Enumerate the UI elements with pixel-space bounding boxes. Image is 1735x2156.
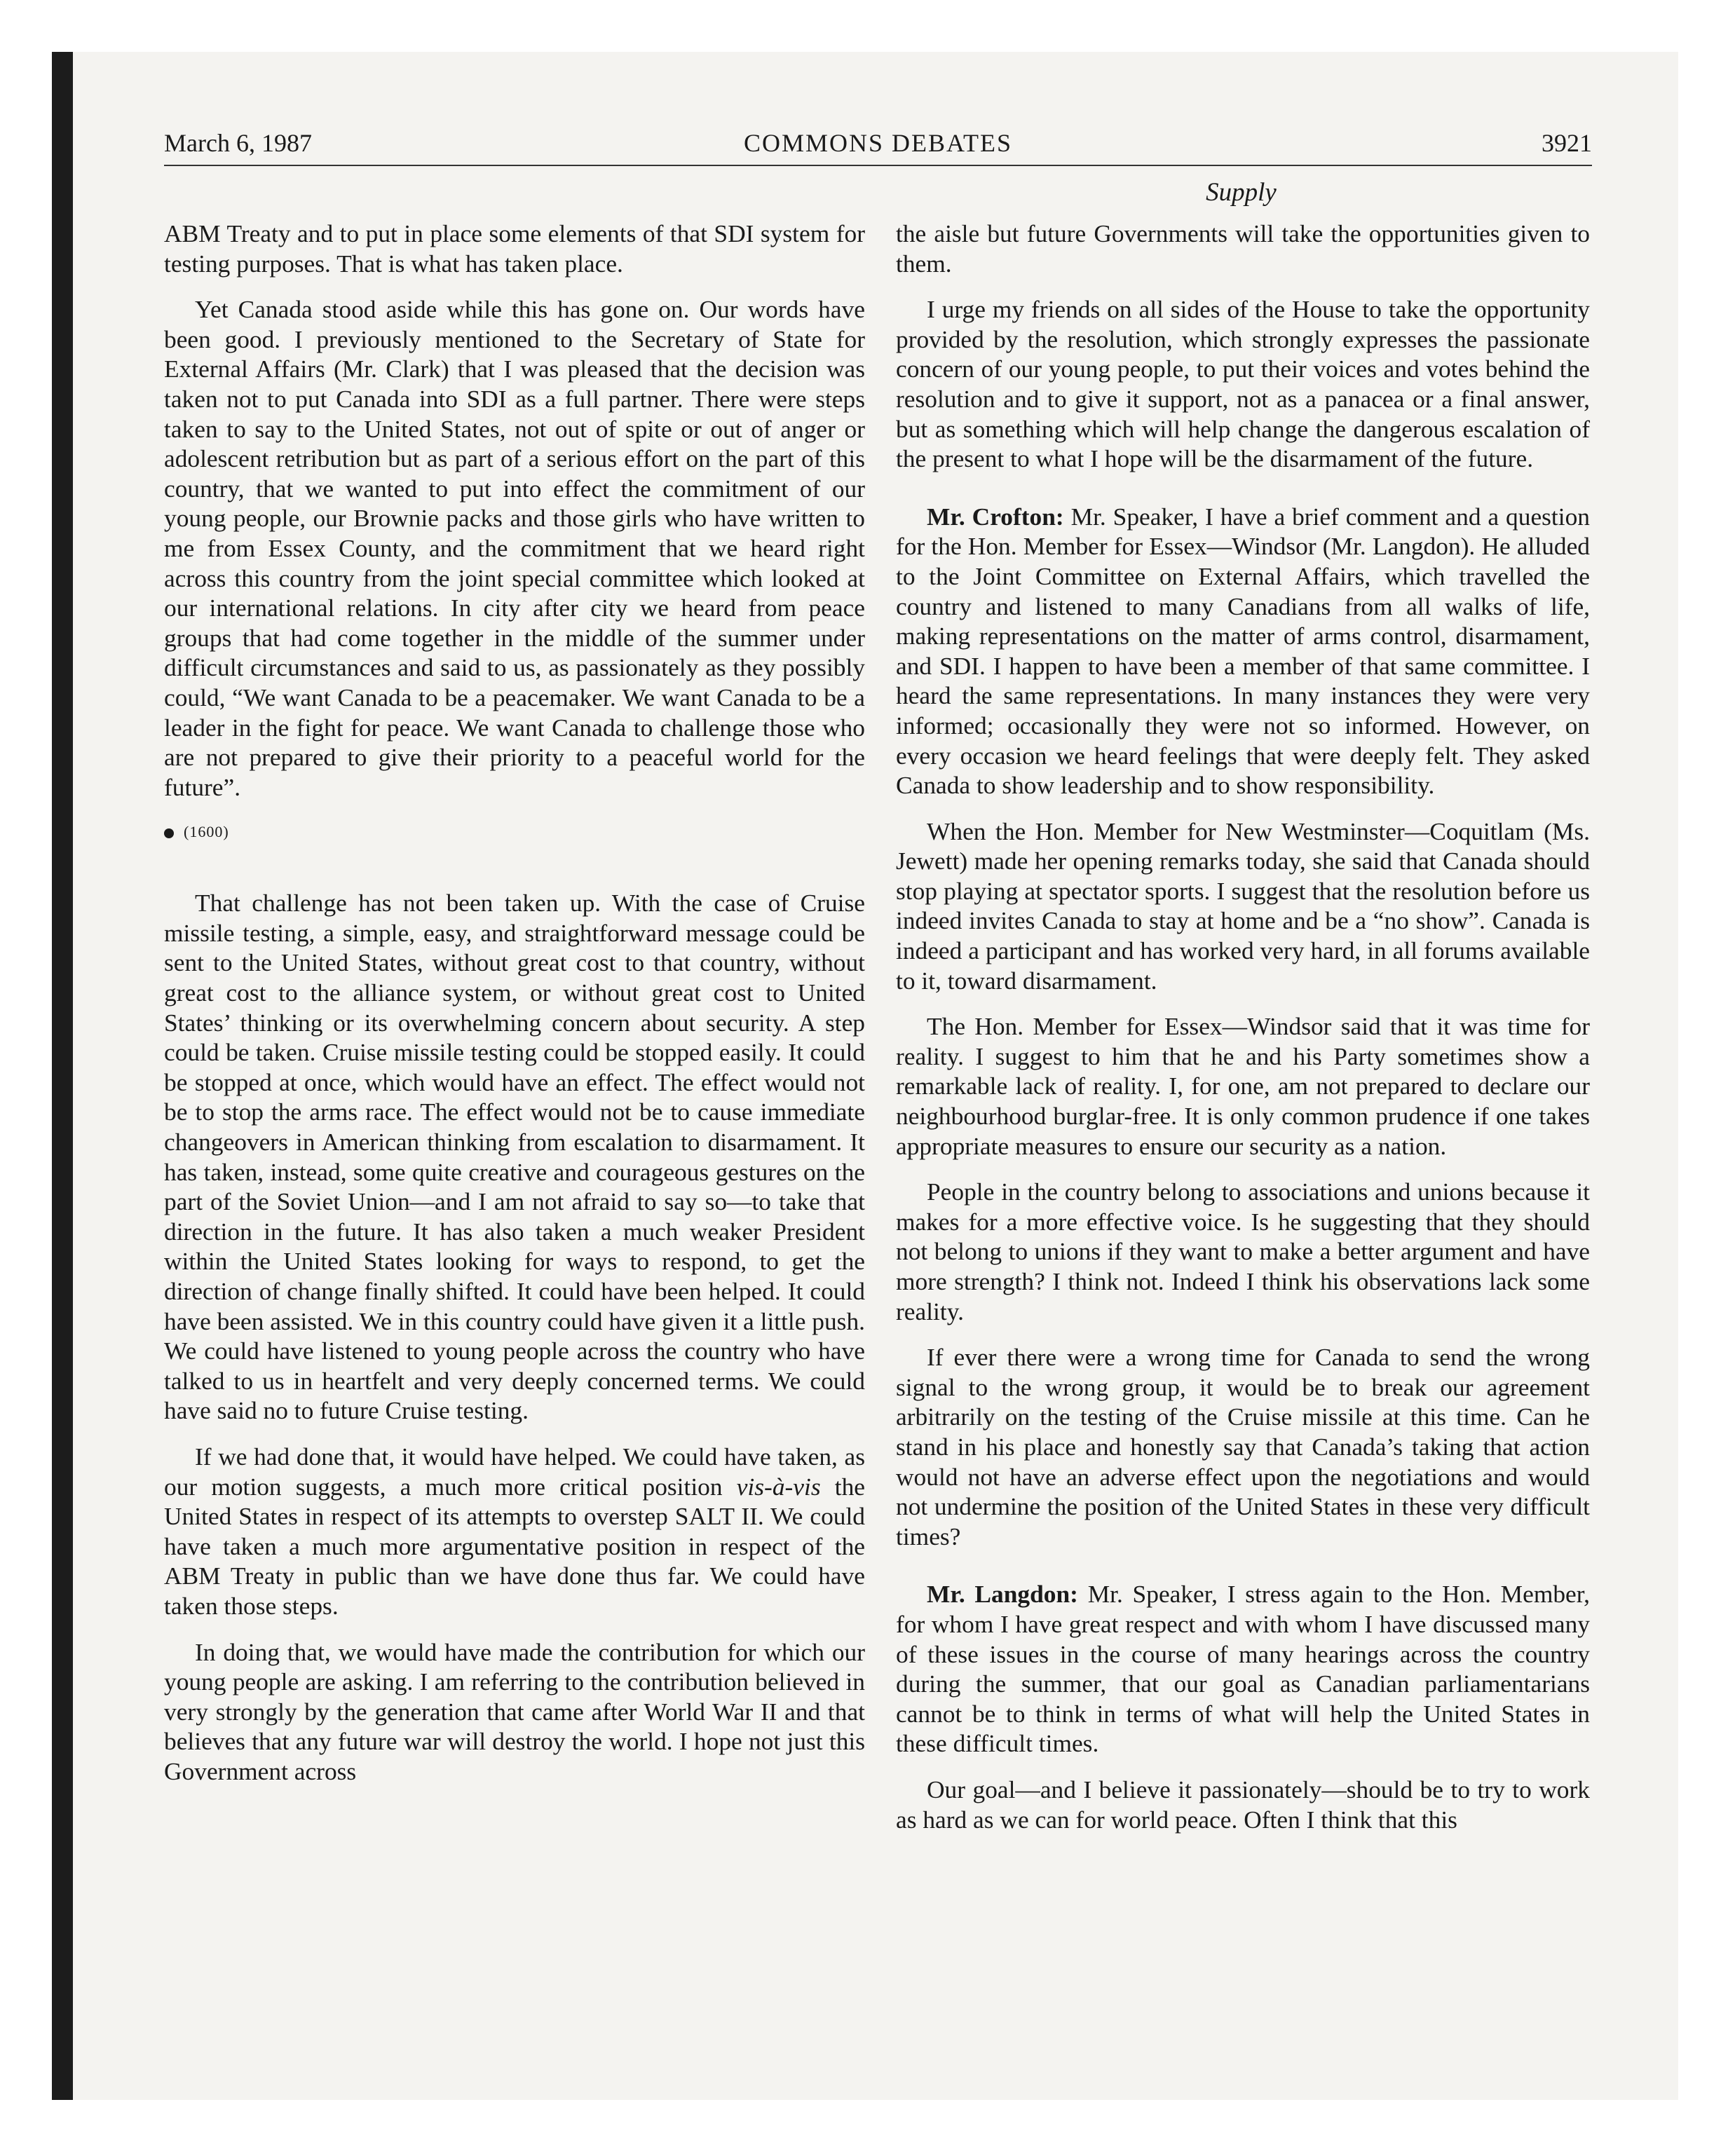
- right-paragraph-8: [896, 1579, 1590, 1759]
- scan-edge-bar: [52, 52, 73, 2100]
- left-paragraph-3: That challenge has not been taken up. With the case of Cruise missile testing, a simple, easy, and straightforward message could be sent to the United States, without great cost to that country, without great cost to the alliance system, or without great cost to United States’ thinking or its overwhelming concern about security. A step could be taken. Cruise missile testing could be stopped easily. It could be stopped at once, which would have an effect. The effect would not be to stop the arms race. The effect would not be to cause immediate changeovers in American thinking from escalation to disarmament. It has taken, instead, some quite creative and courageous gestures on the part of the Soviet Union—and I am not afraid to say so—to take that direction in the future. It has also taken a much weaker President within the United States looking for ways to respond, to get the direction of change finally shifted. It could have been helped. It could have been assisted. We in this country could have given it a little push. We could have listened to young people across the country who have talked to us in heartfelt and very deeply concerned terms. We could have said no to future Cruise testing.: [164, 889, 865, 1425]
- left-paragraph-4: [164, 1442, 865, 1621]
- section-title: Supply: [1206, 178, 1277, 207]
- left-paragraph-1: ABM Treaty and to put in place some elements of that SDI system for testing purposes. That is what has taken place.: [164, 219, 865, 278]
- right-paragraph-3-text: Mr. Speaker, I have a brief comment and a question for the Hon. Member for Essex—Windsor (Mr. Langdon). He alluded to the Joint Committee on External Affairs, which travelled the country and listened to many Canadians from all walks of life, making representations on the matter of arms control, disarmament, and SDI. I happen to have been a member of that same committee. I heard the same representations. In many instances they were very informed; occasionally they were not so informed. However, on every occasion we heard feelings that were deeply felt. They asked Canada to show leadership and to show responsibility.: [896, 502, 1590, 800]
- right-paragraph-2: I urge my friends on all sides of the House to take the opportunity provided by the resolution, which strongly expresses the passionate concern of our young people, to put their voices and votes behind the resolution and to give it support, not as a panacea or a final answer, but as something which will help change the dangerous escalation of the present to what I hope will be the disarmament of the future.: [896, 295, 1590, 473]
- right-column: [896, 219, 1590, 1850]
- left-paragraph-4-start: If we had done that, it would have helped. We could have taken, as our motion suggests, a much more critical position: [164, 1442, 865, 1501]
- right-paragraph-6: People in the country belong to associations and unions because it makes for a more effective voice. Is he suggesting that they should not belong to unions if they want to make a better argument and have more strength? I think not. Indeed I think his observations lack some reality.: [896, 1178, 1590, 1325]
- left-paragraph-2: Yet Canada stood aside while this has gone on. Our words have been good. I previously mentioned to the Secretary of State for External Affairs (Mr. Clark) that I was pleased that the decision was taken not to put Canada into SDI as a full partner. There were steps taken to say to the United States, not out of spite or out of anger or adolescent retribution but as part of a serious effort on the part of this country, that we wanted to put into effect the commitment of our young people, our Brownie packs and those girls who have written to me from Essex County, and the commitment that we heard right across this country from the joint special committee which looked at our international relations. In city after city we heard from peace groups that had come together in the middle of the summer under difficult circumstances and said to us, as passionately as they possibly could, “We want Canada to be a peacemaker. We want Canada to be a leader in the fight for peace. We want Canada to challenge those who are not prepared to give their priority to a peaceful world for the future”.: [164, 295, 865, 801]
- left-paragraph-4-end: the United States in respect of its attempts to overstep SALT II. We could have taken a much more argumentative position in respect of the ABM Treaty in public than we have done thus far. We could have taken those steps.: [164, 1472, 866, 1620]
- header-page-number: 3921: [1542, 129, 1592, 157]
- header-rule: [164, 165, 1592, 166]
- time-marker-label: (1600): [184, 823, 229, 841]
- speaker-name-langdon: Mr. Langdon:: [927, 1580, 1078, 1609]
- right-paragraph-7: If ever there were a wrong time for Canada to send the wrong signal to the wrong group, it would be to break our agreement arbitrarily on the testing of the Cruise missile at this time. Can he stand in his place and honestly say that Canada’s taking that action would not have an adverse effect upon the negotiations and would not undermine the position of the United States in these very difficult times?: [896, 1343, 1590, 1550]
- speaker-name-crofton: Mr. Crofton:: [927, 502, 1064, 531]
- right-paragraph-5: The Hon. Member for Essex—Windsor said that it was time for reality. I suggest to him that he and his Party sometimes show a remarkable lack of reality. I, for one, am not prepared to declare our neighbourhood burglar-free. It is only common prudence if one takes appropriate measures to ensure our security as a nation.: [896, 1012, 1590, 1160]
- header-date: March 6, 1987: [164, 129, 312, 157]
- right-paragraph-3: [896, 502, 1590, 800]
- page-header: [164, 125, 1592, 161]
- right-paragraph-1: the aisle but future Governments will take the opportunities given to them.: [896, 219, 1590, 278]
- right-paragraph-9: Our goal—and I believe it passionately—should be to try to work as hard as we can for world peace. Often I think that this: [896, 1775, 1590, 1834]
- time-marker: [164, 818, 865, 846]
- left-paragraph-4-italic: vis-à-vis: [736, 1472, 821, 1501]
- left-paragraph-5: In doing that, we would have made the contribution for which our young people are asking. I am referring to the contribution believed in very strongly by the generation that came after World War II and that believes that any future war will destroy the world. I hope not just this Government across: [164, 1637, 865, 1785]
- bullet-icon: [164, 828, 174, 838]
- header-journal-title: COMMONS DEBATES: [743, 129, 1013, 157]
- left-column: [164, 219, 865, 1803]
- right-paragraph-8-text: Mr. Speaker, I stress again to the Hon. Member, for whom I have great respect and with whom I have discussed many of these issues in the course of many hearings across the country during the summer, that our goal as Canadian parliamentarians cannot be to think in terms of what will help the United States in these difficult times.: [896, 1580, 1590, 1758]
- right-paragraph-4: When the Hon. Member for New Westminster—Coquitlam (Ms. Jewett) made her opening remarks today, she said that Canada should stop playing at spectator sports. I suggest that the resolution before us indeed invites Canada to stay at home and be a “no show”. Canada is indeed a participant and has worked very hard, in all forums available to it, toward disarmament.: [896, 817, 1590, 995]
